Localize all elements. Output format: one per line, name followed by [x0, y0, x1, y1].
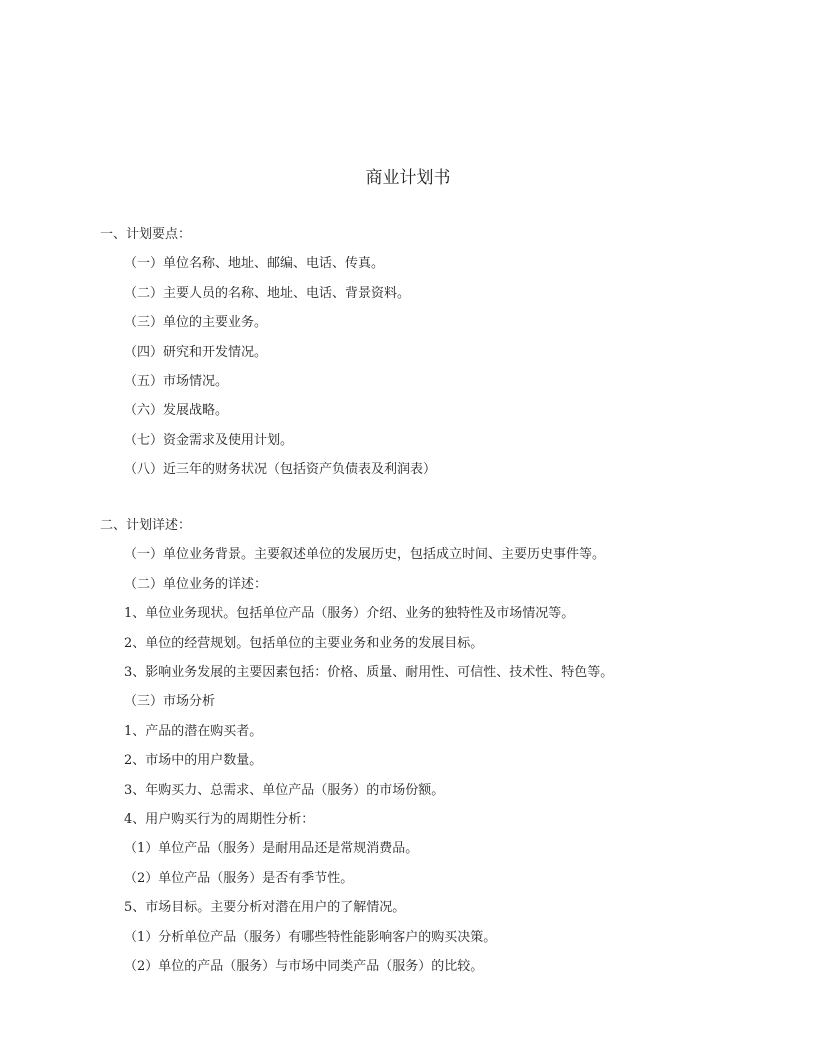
section-heading: 一、计划要点： [100, 227, 192, 242]
list-item: （五）市场情况。 [124, 374, 229, 390]
list-item: 2、市场中的用户数量。 [124, 753, 263, 769]
list-item: （2）单位的产品（服务）与市场中同类产品（服务）的比较。 [124, 959, 484, 975]
list-item: （四）研究和开发情况。 [124, 344, 268, 360]
list-item: （三）市场分析 [124, 694, 216, 710]
list-item: （2）单位产品（服务）是否有季节性。 [124, 870, 354, 886]
list-item: （1）分析单位产品（服务）有哪些特性能影响客户的购买决策。 [124, 929, 497, 945]
section-plan-details [100, 511, 780, 982]
list-item: 2、单位的经营规划。包括单位的主要业务和业务的发展目标。 [124, 635, 484, 651]
document-title: 商业计划书 [365, 168, 451, 188]
section-heading: 二、计划详述： [100, 518, 192, 533]
list-item: （一）单位名称、地址、邮编、电话、传真。 [124, 256, 385, 272]
list-item: 3、年购买力、总需求、单位产品（服务）的市场份额。 [124, 782, 445, 798]
list-item: （二）单位业务的详述： [124, 576, 268, 592]
list-item: （六）发展战略。 [124, 403, 229, 419]
list-item: 4、用户购买行为的周期性分析： [124, 812, 315, 828]
list-item: 3、影响业务发展的主要因素包括：价格、质量、耐用性、可信性、技术性、特色等。 [124, 665, 614, 681]
list-item: （七）资金需求及使用计划。 [124, 432, 294, 448]
list-item: （八）近三年的财务状况（包括资产负债表及利润表） [124, 462, 437, 478]
list-item: （1）单位产品（服务）是耐用品还是常规消费品。 [124, 841, 419, 857]
list-item: （一）单位业务背景。主要叙述单位的发展历史，包括成立时间、主要历史事件等。 [124, 547, 606, 563]
list-item: 1、产品的潜在购买者。 [124, 723, 263, 739]
section-plan-highlights [100, 220, 780, 485]
list-item: （二）主要人员的名称、地址、电话、背景资料。 [124, 285, 411, 301]
list-item: 1、单位业务现状。包括单位产品（服务）介绍、业务的独特性及市场情况等。 [124, 606, 575, 622]
list-item: （三）单位的主要业务。 [124, 315, 268, 331]
list-item: 5、市场目标。主要分析对潜在用户的了解情况。 [124, 900, 406, 916]
